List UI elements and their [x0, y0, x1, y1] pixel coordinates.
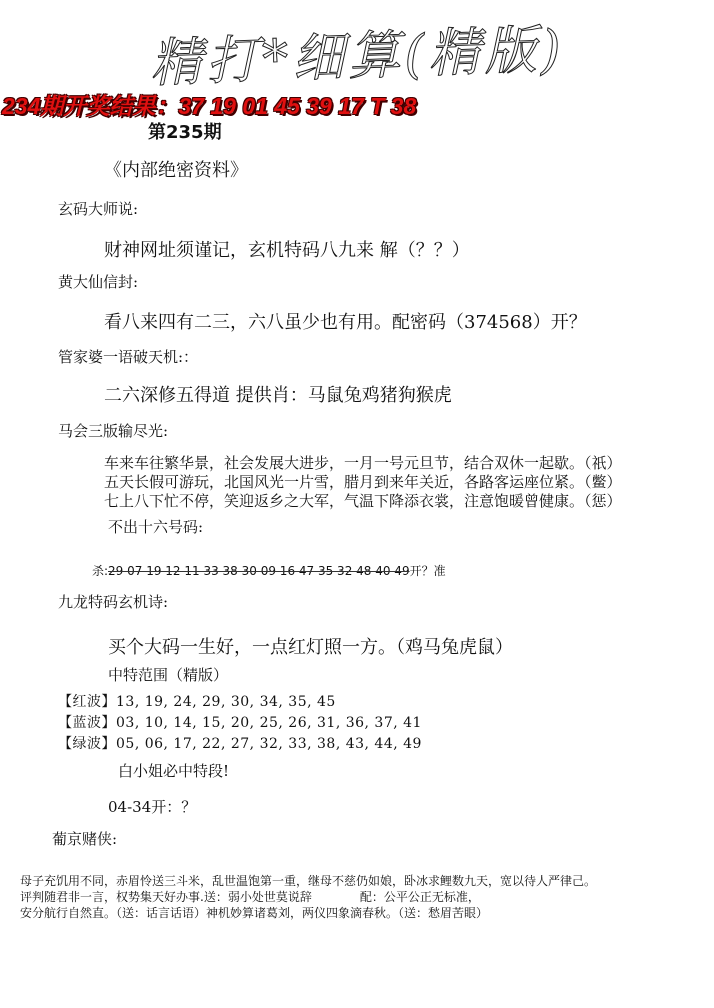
kill-prefix: 杀: — [92, 564, 109, 578]
red-wave-values: 13, 19, 24, 29, 30, 34, 35, 45 — [116, 694, 336, 710]
section-label-mahui: 马会三版输尽光: — [58, 422, 169, 440]
previous-result: 234期开奖结果：37 19 01 45 39 17 T 38 — [2, 93, 417, 119]
kill-numbers: 29 07 19 12 11 33 38 30 09 16 47 35 32 48 40 49 — [108, 564, 410, 578]
section-label-jiulong: 九龙特码玄机诗: — [58, 593, 169, 611]
issue-number: 第235期 — [148, 122, 222, 143]
footer-line-3: 安分航行自然直。（送：话言话语）神机妙算诸葛刘，两仪四象滴春秋。（送：愁眉苦眼） — [20, 906, 489, 920]
section-label-pujing: 葡京赌侠: — [52, 830, 118, 848]
no16-label: 不出十六号码: — [108, 518, 204, 536]
red-wave-row — [58, 691, 336, 711]
footer-line-1: 母子充饥用不同，赤眉怜送三斗米，乱世温饱第一重，继母不慈仍如娘，卧冰求鲤数九天，宽以待人严律己。 — [20, 874, 597, 888]
section-label-huangdaxian: 黄大仙信封: — [58, 273, 139, 291]
footer-line-2: 评判随君非一言，权势集天好办事.送：弱小处世莫说辞 配：公平公正无标准， — [20, 890, 480, 904]
kill-suffix: 开？准 — [409, 564, 446, 578]
book-title: 《内部绝密资料》 — [104, 160, 248, 181]
range-label: 中特范围（精版） — [108, 666, 229, 684]
green-wave-row — [58, 733, 422, 753]
poem-line-3: 七上八下忙不停，笑迎返乡之大军，气温下降添衣裳，注意饱暖曾健康。（惩） — [104, 492, 622, 510]
section-text-guanjiapo: 二六深修五得道 提供肖：马鼠兔鸡猪狗猴虎 — [104, 385, 452, 406]
green-wave-values: 05, 06, 17, 22, 27, 32, 33, 38, 43, 44, 49 — [116, 736, 422, 752]
section-text-jiulong: 买个大码一生好，一点红灯照一方。（鸡马兔虎鼠） — [108, 637, 513, 658]
lady-line: 白小姐必中特段! — [118, 762, 230, 780]
section-label-guanjiapo: 管家婆一语破天机:： — [58, 348, 199, 366]
brush-title: 精打*细算(精版) — [149, 19, 566, 95]
blue-wave-values: 03, 10, 14, 15, 20, 25, 26, 31, 36, 37, 41 — [116, 715, 422, 731]
red-wave-label: 【红波】 — [58, 694, 116, 710]
poem-line-2: 五天长假可游玩，北国风光一片雪，腊月到来年关近，各路客运座位紧。（鳖） — [104, 473, 622, 491]
poem-line-1: 车来车往繁华景，社会发展大进步，一月一号元旦节，结合双休一起歇。（祇） — [104, 454, 622, 472]
blue-wave-row — [58, 712, 422, 732]
section-label-xuanma: 玄码大师说: — [58, 200, 139, 218]
section-text-huangdaxian: 看八来四有二三，六八虽少也有用。配密码（374568）开？ — [104, 312, 587, 333]
blue-wave-label: 【蓝波】 — [58, 715, 116, 731]
kill-line — [92, 562, 446, 579]
segment-line: 04-34开：？ — [108, 798, 197, 816]
green-wave-label: 【绿波】 — [58, 736, 116, 752]
section-text-xuanma: 财神网址须谨记，玄机特码八九来 解（？？） — [104, 240, 470, 261]
